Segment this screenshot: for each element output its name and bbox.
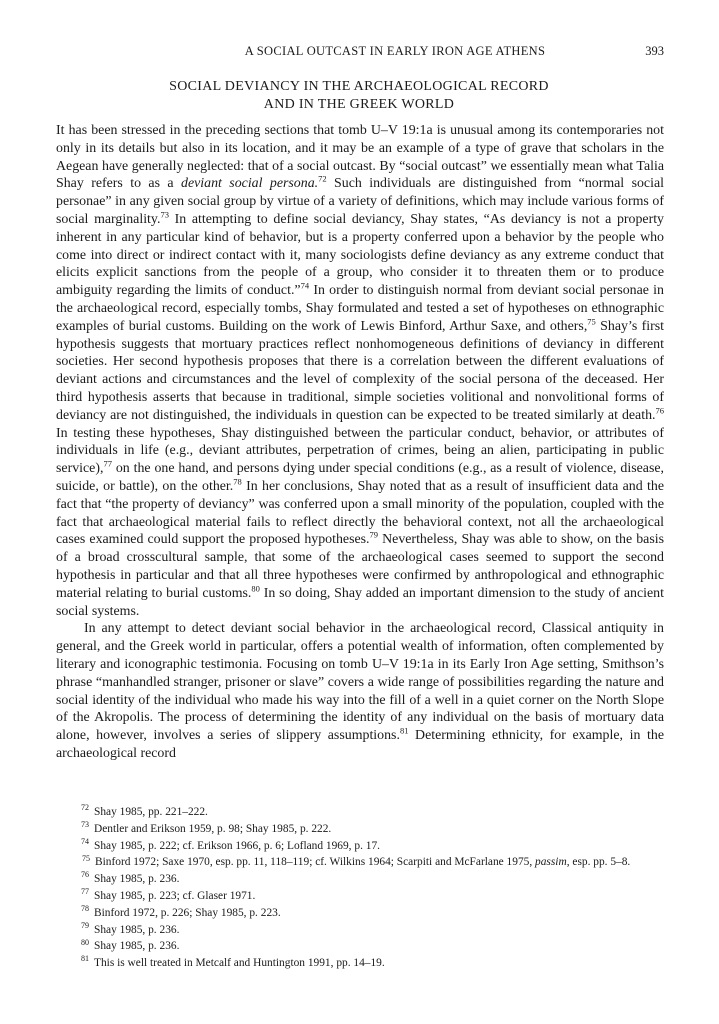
- paragraph-2: In any attempt to detect deviant social behavior in the archaeological record, Classical antiquity in general, and the Greek world in particular, offers a potential wealth of information, often complemented by literary and iconographic testimonia. Focusing on tomb U–V 19:1a in its Early Iron Age setting, Smithson’s phrase “manhandled stranger, prisoner or slave” covers a wide range of possibilities regarding the nature and social identity of the individual who made his way into the fill of a well in a quiet corner on the North Slope of the Akropolis. The process of determining the identity of any individual on the basis of mortuary data alone, however, involves a series of slippery assumptions.$^{81}$ Determining ethnicity, for example, in the archaeological record: [56, 621, 664, 761]
- footnote-number: 76: [81, 870, 89, 880]
- italic-term: deviant social persona.: [181, 176, 319, 192]
- footnote-77: $^{77}$ Shay 1985, p. 223; cf. Glaser 1971.: [81, 887, 256, 902]
- footnote-ref-79[interactable]: 79: [369, 529, 379, 540]
- footnote-78: $^{78}$ Binford 1972, p. 226; Shay 1985, p. 223.: [81, 903, 281, 919]
- footnote-ref-72[interactable]: 72: [318, 173, 327, 184]
- footnote-number: 77: [81, 887, 89, 897]
- footnotes: [56, 804, 664, 972]
- section-title: [56, 78, 662, 114]
- footnote-number: 78: [81, 903, 89, 913]
- body-text: [56, 122, 664, 763]
- footnote-81: $^{81}$ This is well treated in Metcalf and Huntington 1991, pp. 14–19.: [81, 954, 385, 970]
- footnote-80: $^{80}$ Shay 1985, p. 236.: [81, 937, 180, 953]
- footnote-ref-78[interactable]: 78: [233, 476, 242, 487]
- section-title-line-1: SOCIAL DEVIANCY IN THE ARCHAEOLOGICAL RECORD: [169, 79, 549, 94]
- footnote-number: 72: [81, 803, 89, 813]
- footnote-ref-75[interactable]: 75: [587, 316, 596, 327]
- footnote-72: $^{72}$ Shay 1985, pp. 221–222.: [81, 803, 208, 818]
- footnote-number: 79: [81, 920, 89, 930]
- footnote-number: 75: [82, 853, 90, 863]
- section-title-line-2: AND IN THE GREEK WORLD: [263, 97, 455, 112]
- footnote-73: $^{73}$ Dentler and Erikson 1959, p. 98; Shay 1985, p. 222.: [81, 820, 332, 835]
- footnote-number: 74: [81, 836, 89, 846]
- footnote-number: 73: [81, 820, 89, 829]
- footnote-number: 81: [81, 954, 89, 964]
- paragraph-1: It has been stressed in the preceding sections that tomb U–V 19:1a is unusual among its contemporaries not only in its details but also in its location, and it may be an example of a type of grave that scholars in the Aegean have generally neglected: that of a social outcast. By “social outcast” we essentially mean what Talia Shay refers to as a deviant social persona.$^{72}$ Such individuals are distinguished from “normal social personae” in any given social group by virtue of a variety of definitions, which may include various forms of social marginality.$^{73}$ In attempting to define social deviancy, Shay states, “As deviancy is not a property inherent in any particular kind of behavior, but is a property conferred upon a behavior by the people who come into direct or indirect contact with it, many sociologists define deviancy as any extreme conduct that elicits explicit sanctions from the people of a group, who consider it to threaten them or to produce ambiguity regarding the limits of conduct.”$^{74}$ In order to distinguish normal from deviant social personae in the archaeological record, especially tombs, Shay formulated and tested a set of hypotheses on ethnographic examples of burial customs. Building on the work of Lewis Binford, Arthur Saxe, and others,$^{75}$ Shay’s first hypothesis suggests that mortuary practices reflect nonhomogeneous definitions of deviancy in different societies. Her second hypothesis proposes that there is a correlation between the different evaluations of deviant actions and circumstances and the level of complexity of the social persona of the deceased. Her third hypothesis asserts that because in traditional, simple societies volitional and nonvolitional forms of deviancy are not distinguished, the individuals in question can be expected to be treated similarly at death.$^{76}$ In testing these hypotheses, Shay distinguished between the particular conduct, behavior, or attributes of individuals in life (e.g., deviant attributes, perpetration of crimes, being an alien, participating in public service),$^{77}$ on the one hand, and persons dying under special conditions (e.g., as a result of violence, disease, suicide, or battle), on the other.$^{78}$ In her conclusions, Shay noted that as a result of insufficient data and the fact that “the property of deviancy” was conferred upon a small minority of the population, coupled with the fact that archaeological material fails to reflect directly the behavioral context, not all the archaeological cases examined could support the proposed hypotheses.$^{79}$ Nevertheless, Shay was able to show, on the basis of a broad crosscultural sample, that some of the archaeological cases seemed to support the second hypothesis in particular and that all three hypotheses were confirmed by anthropological and ethnographic material relating to burial customs.$^{80}$ In so doing, Shay added an important dimension to the study of ancient social systems.: [56, 123, 665, 619]
- footnote-ref-73[interactable]: 73: [160, 209, 169, 220]
- footnote-75: $^{75}$ Binford 1972; Saxe 1970, esp. pp. 11, 118–119; cf. Wilkins 1964; Scarpiti and McFarlane 1975, passim, esp. pp. 5–8.: [82, 853, 631, 869]
- footnote-ref-80[interactable]: 80: [251, 583, 260, 594]
- footnote-ref-77[interactable]: 77: [103, 458, 112, 469]
- footnote-76: $^{76}$ Shay 1985, p. 236.: [81, 870, 180, 886]
- running-head: A SOCIAL OUTCAST IN EARLY IRON AGE ATHENS: [244, 44, 546, 58]
- footnote-79: $^{79}$ Shay 1985, p. 236.: [81, 920, 180, 936]
- page-number: 393: [645, 44, 664, 58]
- footnote-ref-76[interactable]: 76: [655, 405, 664, 416]
- footnote-ref-81[interactable]: 81: [399, 725, 409, 736]
- footnote-ref-74[interactable]: 74: [300, 280, 310, 291]
- footnote-number: 80: [81, 937, 89, 947]
- footnote-74: $^{74}$ Shay 1985, p. 222; cf. Erikson 1966, p. 6; Lofland 1969, p. 17.: [81, 836, 381, 852]
